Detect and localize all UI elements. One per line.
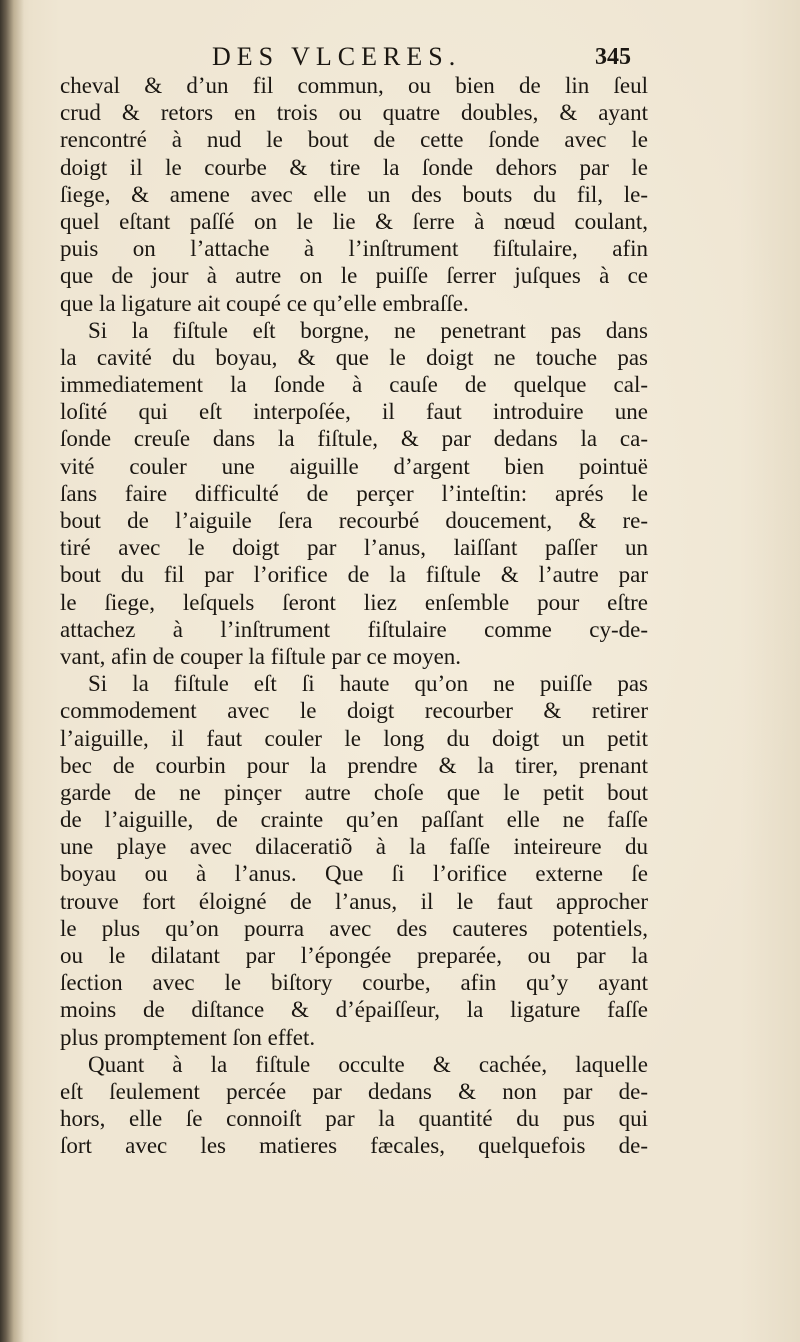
text-line: vant, afin de couper la fiſtule par ce moyen.: [60, 643, 462, 669]
text-line: le ſiege, leſquels ſeront liez enſemble pour eſtre: [60, 589, 648, 615]
text-line: attachez à l’inſtrument fiſtulaire comme cy-de-: [60, 616, 648, 642]
text-line: trouve fort éloigné de l’anus, il le faut approcher: [60, 888, 648, 914]
text-line: bout de l’aiguile ſera recourbé doucement, & re-: [60, 508, 648, 533]
text-line: ſonde creuſe dans la fiſtule, & par dedans la ca-: [60, 426, 648, 452]
text-line: eſt ſeulement percée par dedans & non par de-: [60, 1078, 648, 1104]
text-line: le plus qu’on pourra avec des cauteres potentiels,: [60, 915, 648, 941]
text-line: doigt il le courbe & tire la ſonde dehors par le: [60, 154, 648, 180]
text-line: rencontré à nud le bout de cette ſonde avec le: [60, 127, 648, 153]
text-line: hors, elle ſe connoiſt par la quantité du pus qui: [60, 1106, 648, 1132]
text-line: plus promptement ſon effet.: [60, 1024, 316, 1050]
text-line: cheval & d’un fil commun, ou bien de lin ſeul: [60, 73, 648, 98]
running-title: DES VLCERES.: [212, 42, 462, 71]
text-line: ſiege, & amene avec elle un des bouts du fil, le-: [60, 181, 648, 207]
text-line: que la ligature ait coupé ce qu’elle embraſſe.: [60, 290, 469, 316]
text-line: loſité qui eſt interpoſée, il faut introduire une: [60, 399, 648, 425]
text-line: commodement avec le doigt recourber & retirer: [60, 698, 648, 724]
text-line: tiré avec le doigt par l’anus, laiſſant paſſer un: [60, 535, 648, 561]
text-line: Si la fiſtule eſt borgne, ne penetrant pas dans: [88, 317, 648, 343]
text-line: puis on l’attache à l’inſtrument fiſtulaire, afin: [60, 236, 648, 262]
binding-gutter-shadow: [0, 0, 24, 1342]
text-line: ſection avec le biſtory courbe, afin qu’y ayant: [60, 970, 648, 996]
text-line: quel eſtant paſſé on le lie & ſerre à nœud coulant,: [60, 208, 648, 234]
text-line: garde de ne pinçer autre choſe que le petit bout: [60, 779, 648, 805]
text-line: Quant à la fiſtule occulte & cachée, laquelle: [88, 1051, 648, 1077]
text-line: l’aiguille, il faut couler le long du doigt un petit: [60, 725, 648, 751]
text-line: bec de courbin pour la prendre & la tirer, prenant: [60, 752, 648, 778]
text-line: que de jour à autre on le puiſſe ſerrer juſques à ce: [60, 263, 648, 289]
text-line: vité couler une aiguille d’argent bien pointuë: [60, 453, 648, 479]
body-text: [60, 72, 648, 1160]
text-line: ſort avec les matieres fæcales, quelquefois de-: [60, 1133, 648, 1159]
text-line: moins de diſtance & d’épaiſſeur, la ligature faſſe: [60, 997, 648, 1023]
text-line: boyau ou à l’anus. Que ſi l’orifice externe ſe: [60, 861, 648, 887]
text-line: la cavité du boyau, & que le doigt ne touche pas: [60, 344, 648, 370]
text-line: crud & retors en trois ou quatre doubles, & ayant: [60, 100, 648, 126]
text-line: ou le dilatant par l’épongée preparée, ou par la: [60, 943, 648, 968]
text-line: ſans faire difficulté de perçer l’inteſtin: aprés le: [60, 480, 648, 506]
text-line: bout du fil par l’orifice de la fiſtule & l’autre par: [60, 562, 648, 588]
text-line: une playe avec dilaceratiõ à la faſſe inteireure du: [60, 834, 648, 860]
page-number: 345: [595, 44, 631, 70]
text-line: de l’aiguille, de crainte qu’en paſſant elle ne faſſe: [60, 807, 648, 833]
text-line: immediatement la ſonde à cauſe de quelque cal-: [60, 372, 648, 398]
text-line: Si la fiſtule eſt ſi haute qu’on ne puiſſe pas: [88, 671, 648, 697]
